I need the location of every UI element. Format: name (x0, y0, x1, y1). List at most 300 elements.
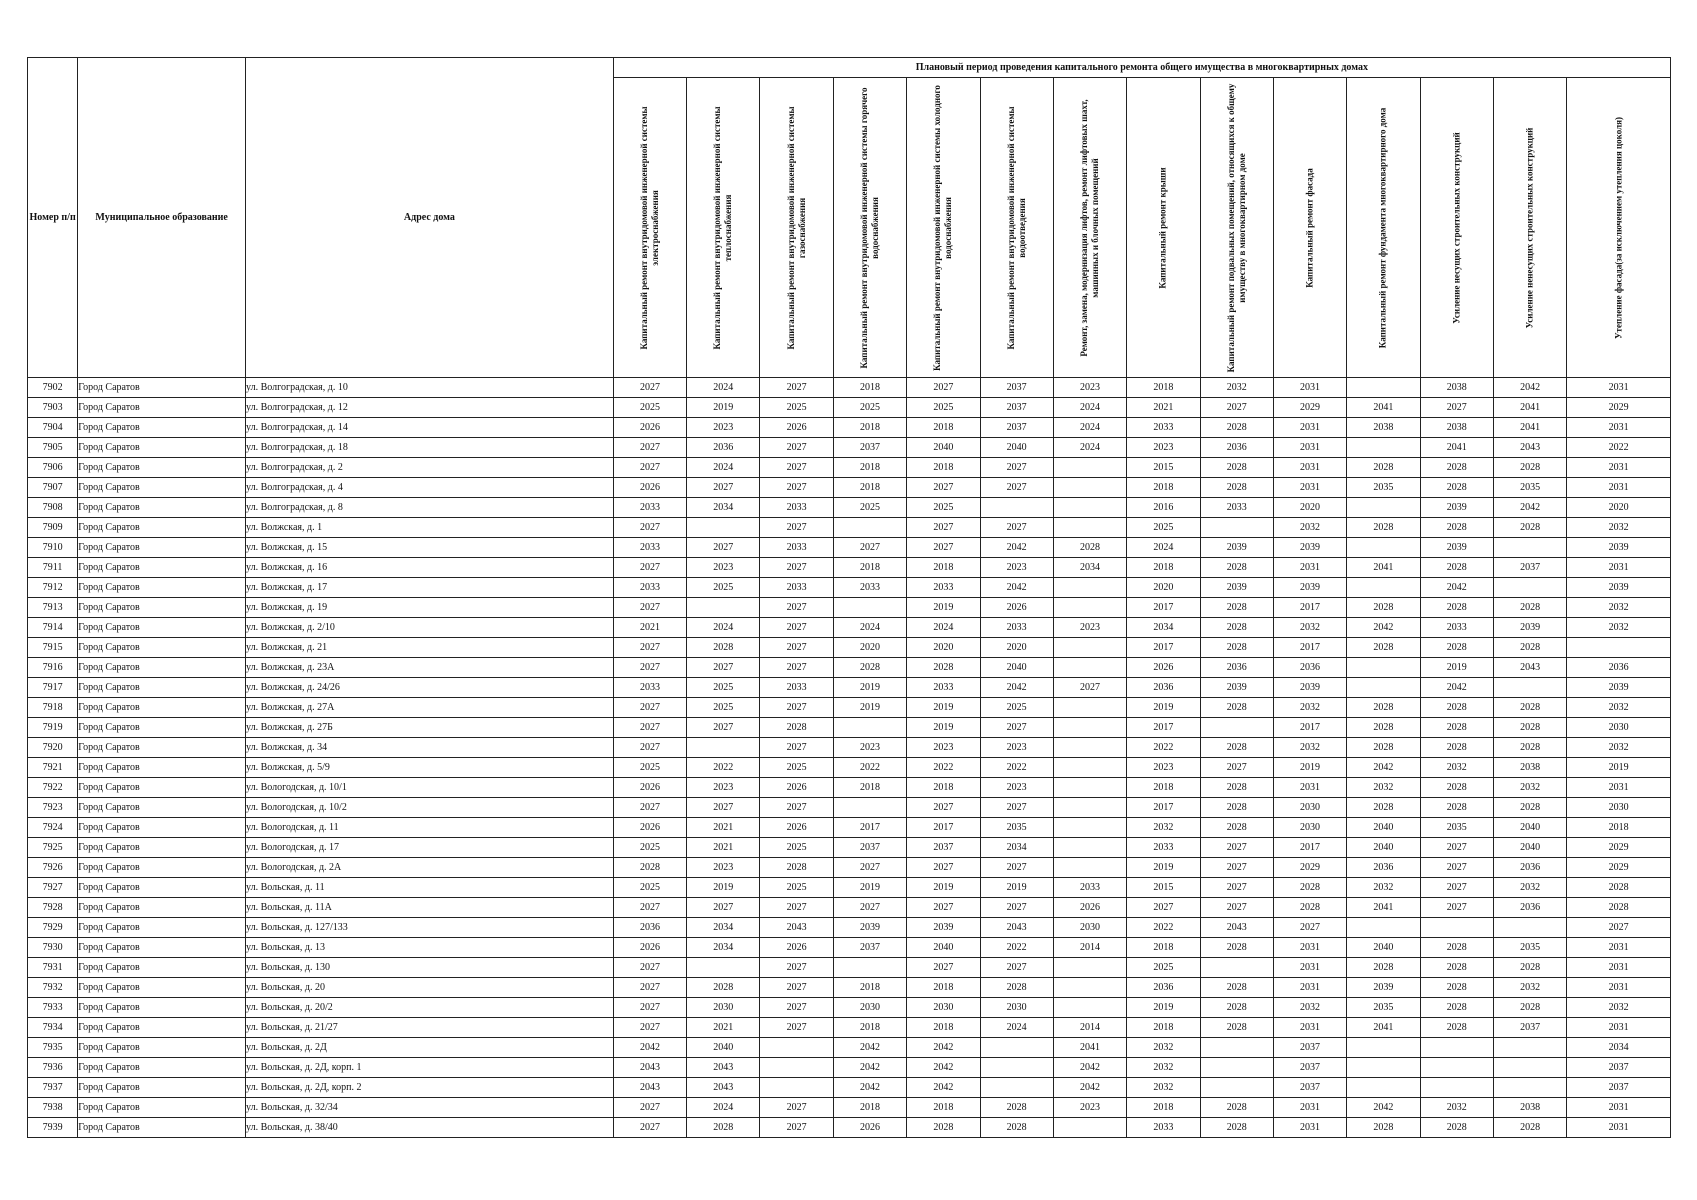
row-year-cell: 2027 (1053, 678, 1126, 698)
row-municipality: Город Саратов (78, 898, 246, 918)
row-year-cell (1493, 1058, 1566, 1078)
row-year-cell (1347, 1038, 1420, 1058)
header-work-type-label: Капитальный ремонт внутридомовой инженерной системы газоснабжения (785, 105, 807, 350)
row-year-cell: 2041 (1347, 898, 1420, 918)
row-year-cell: 2027 (1420, 898, 1493, 918)
row-year-cell: 2023 (1053, 378, 1126, 398)
row-year-cell: 2027 (907, 518, 980, 538)
row-year-cell: 2030 (1567, 718, 1671, 738)
table-body (28, 378, 1671, 1138)
row-year-cell (1420, 1038, 1493, 1058)
row-year-cell: 2028 (1493, 458, 1566, 478)
row-year-cell: 2014 (1053, 1018, 1126, 1038)
row-municipality: Город Саратов (78, 1018, 246, 1038)
row-year-cell: 2028 (1493, 638, 1566, 658)
row-year-cell: 2028 (1200, 698, 1273, 718)
row-year-cell: 2031 (1273, 1118, 1346, 1138)
row-year-cell: 2042 (980, 678, 1053, 698)
row-year-cell: 2027 (760, 1118, 833, 1138)
row-year-cell: 2042 (833, 1058, 906, 1078)
row-year-cell (1420, 1078, 1493, 1098)
row-year-cell: 2042 (1420, 678, 1493, 698)
row-year-cell: 2023 (980, 738, 1053, 758)
row-year-cell (760, 1058, 833, 1078)
table-row (28, 818, 1671, 838)
row-year-cell: 2026 (613, 778, 686, 798)
header-work-type-label: Утепление фасада(за исключением утепления цоколя) (1613, 116, 1624, 339)
row-municipality: Город Саратов (78, 1078, 246, 1098)
row-year-cell: 2040 (1347, 818, 1420, 838)
row-year-cell: 2018 (907, 1098, 980, 1118)
row-year-cell: 2027 (760, 958, 833, 978)
row-number: 7911 (28, 558, 78, 578)
row-year-cell: 2027 (760, 738, 833, 758)
row-year-cell: 2039 (1200, 678, 1273, 698)
row-year-cell: 2018 (833, 778, 906, 798)
row-year-cell: 2025 (687, 578, 760, 598)
row-year-cell (1053, 658, 1126, 678)
table-row (28, 658, 1671, 678)
table-row (28, 798, 1671, 818)
row-year-cell: 2028 (1420, 778, 1493, 798)
row-year-cell: 2027 (760, 558, 833, 578)
row-year-cell: 2027 (760, 998, 833, 1018)
table-row (28, 498, 1671, 518)
row-address: ул. Вологодская, д. 11 (246, 818, 614, 838)
row-year-cell (1493, 578, 1566, 598)
row-year-cell: 2031 (1567, 958, 1671, 978)
row-year-cell: 2028 (1420, 698, 1493, 718)
row-year-cell: 2021 (687, 838, 760, 858)
row-year-cell: 2028 (1347, 958, 1420, 978)
row-year-cell: 2027 (760, 518, 833, 538)
table-header (28, 58, 1671, 378)
row-year-cell: 2031 (1273, 558, 1346, 578)
row-year-cell: 2018 (1127, 778, 1200, 798)
row-year-cell: 2035 (1347, 478, 1420, 498)
row-year-cell: 2022 (980, 938, 1053, 958)
row-year-cell: 2030 (1273, 798, 1346, 818)
row-number: 7912 (28, 578, 78, 598)
row-year-cell: 2028 (1420, 938, 1493, 958)
row-address: ул. Вологодская, д. 10/1 (246, 778, 614, 798)
row-year-cell: 2027 (613, 898, 686, 918)
row-year-cell: 2023 (687, 558, 760, 578)
row-year-cell: 2018 (907, 778, 980, 798)
header-work-type (833, 78, 906, 378)
row-year-cell: 2036 (1493, 858, 1566, 878)
header-work-type-label: Капитальный ремонт внутридомовой инженерной системы теплоснабжения (712, 105, 734, 350)
row-year-cell: 2024 (687, 618, 760, 638)
row-year-cell (1493, 1078, 1566, 1098)
row-year-cell: 2027 (1200, 398, 1273, 418)
row-year-cell: 2027 (833, 538, 906, 558)
row-address: ул. Вологодская, д. 17 (246, 838, 614, 858)
table-row (28, 958, 1671, 978)
header-work-type-label: Усиление ненесущих строительных конструкций (1524, 127, 1535, 328)
table-row (28, 378, 1671, 398)
row-year-cell: 2037 (980, 398, 1053, 418)
row-year-cell: 2019 (833, 678, 906, 698)
row-year-cell: 2023 (907, 738, 980, 758)
row-year-cell: 2027 (613, 1098, 686, 1118)
table-row (28, 878, 1671, 898)
row-year-cell: 2025 (907, 398, 980, 418)
row-year-cell: 2028 (1200, 798, 1273, 818)
row-year-cell: 2019 (687, 878, 760, 898)
row-municipality: Город Саратов (78, 818, 246, 838)
row-year-cell: 2028 (1420, 718, 1493, 738)
row-year-cell: 2034 (687, 498, 760, 518)
row-year-cell: 2043 (980, 918, 1053, 938)
table-row (28, 938, 1671, 958)
row-year-cell (1053, 798, 1126, 818)
row-address: ул. Волжская, д. 23А (246, 658, 614, 678)
row-year-cell: 2027 (980, 458, 1053, 478)
row-year-cell: 2028 (1200, 478, 1273, 498)
row-year-cell: 2025 (613, 398, 686, 418)
row-address: ул. Волжская, д. 2/10 (246, 618, 614, 638)
row-year-cell (1200, 1078, 1273, 1098)
row-year-cell: 2028 (1493, 998, 1566, 1018)
row-year-cell: 2035 (980, 818, 1053, 838)
row-number: 7906 (28, 458, 78, 478)
row-year-cell: 2027 (907, 958, 980, 978)
row-year-cell: 2039 (1567, 538, 1671, 558)
header-work-type (907, 78, 980, 378)
row-year-cell: 2032 (1567, 998, 1671, 1018)
row-year-cell: 2027 (1420, 878, 1493, 898)
row-year-cell: 2025 (1127, 958, 1200, 978)
row-year-cell: 2019 (1127, 858, 1200, 878)
row-year-cell: 2031 (1567, 558, 1671, 578)
row-year-cell: 2027 (613, 558, 686, 578)
row-address: ул. Вольская, д. 21/27 (246, 1018, 614, 1038)
row-year-cell: 2037 (1567, 1078, 1671, 1098)
row-year-cell: 2028 (1420, 1018, 1493, 1038)
row-year-cell: 2027 (760, 978, 833, 998)
row-year-cell: 2026 (613, 818, 686, 838)
row-year-cell: 2022 (1567, 438, 1671, 458)
table-row (28, 1118, 1671, 1138)
row-address: ул. Вольская, д. 38/40 (246, 1118, 614, 1138)
row-year-cell: 2027 (760, 478, 833, 498)
row-year-cell: 2018 (907, 558, 980, 578)
row-year-cell: 2024 (980, 1018, 1053, 1038)
row-year-cell: 2024 (687, 1098, 760, 1118)
row-year-cell: 2040 (687, 1038, 760, 1058)
row-year-cell: 2025 (687, 698, 760, 718)
table-row (28, 618, 1671, 638)
row-year-cell: 2028 (1347, 698, 1420, 718)
row-year-cell: 2027 (980, 898, 1053, 918)
row-number: 7928 (28, 898, 78, 918)
row-year-cell: 2031 (1273, 458, 1346, 478)
row-year-cell: 2030 (833, 998, 906, 1018)
row-year-cell: 2032 (1127, 1058, 1200, 1078)
row-year-cell: 2022 (1127, 738, 1200, 758)
table-row (28, 698, 1671, 718)
row-year-cell: 2027 (760, 898, 833, 918)
row-year-cell: 2027 (1420, 398, 1493, 418)
row-year-cell: 2027 (613, 998, 686, 1018)
row-year-cell: 2019 (1420, 658, 1493, 678)
row-year-cell: 2027 (907, 378, 980, 398)
row-year-cell: 2019 (907, 878, 980, 898)
table-row (28, 778, 1671, 798)
row-year-cell: 2028 (1200, 818, 1273, 838)
row-year-cell: 2016 (1127, 498, 1200, 518)
row-year-cell: 2015 (1127, 878, 1200, 898)
row-municipality: Город Саратов (78, 538, 246, 558)
header-address: Адрес дома (246, 58, 614, 378)
row-year-cell: 2031 (1273, 958, 1346, 978)
row-year-cell: 2019 (1567, 758, 1671, 778)
row-year-cell: 2026 (1053, 898, 1126, 918)
row-year-cell: 2027 (760, 1018, 833, 1038)
table-row (28, 1058, 1671, 1078)
row-year-cell: 2042 (833, 1078, 906, 1098)
row-number: 7919 (28, 718, 78, 738)
row-year-cell: 2028 (833, 658, 906, 678)
row-year-cell: 2036 (1127, 978, 1200, 998)
row-year-cell: 2017 (1127, 638, 1200, 658)
row-year-cell: 2042 (1347, 758, 1420, 778)
row-year-cell: 2039 (907, 918, 980, 938)
row-municipality: Город Саратов (78, 698, 246, 718)
row-year-cell: 2026 (1127, 658, 1200, 678)
row-address: ул. Вольская, д. 11 (246, 878, 614, 898)
row-municipality: Город Саратов (78, 498, 246, 518)
row-year-cell: 2018 (907, 458, 980, 478)
row-year-cell: 2032 (1273, 698, 1346, 718)
row-year-cell: 2017 (1273, 598, 1346, 618)
row-year-cell: 2031 (1567, 418, 1671, 438)
row-address: ул. Вольская, д. 13 (246, 938, 614, 958)
row-year-cell: 2026 (760, 418, 833, 438)
header-work-type-label: Капитальный ремонт внутридомовой инженерной системы холодного водоснабжения (932, 84, 954, 371)
row-year-cell: 2032 (1200, 378, 1273, 398)
row-year-cell (1347, 678, 1420, 698)
row-year-cell: 2028 (980, 1098, 1053, 1118)
row-year-cell: 2040 (1347, 938, 1420, 958)
row-year-cell: 2027 (1420, 858, 1493, 878)
row-year-cell: 2037 (833, 938, 906, 958)
row-year-cell (833, 598, 906, 618)
row-year-cell: 2028 (613, 858, 686, 878)
row-year-cell: 2034 (1053, 558, 1126, 578)
row-year-cell (687, 738, 760, 758)
table-row (28, 1038, 1671, 1058)
row-year-cell: 2031 (1567, 938, 1671, 958)
row-year-cell (1567, 638, 1671, 658)
row-year-cell: 2042 (907, 1058, 980, 1078)
table-row (28, 1018, 1671, 1038)
row-year-cell (833, 958, 906, 978)
row-year-cell: 2019 (833, 878, 906, 898)
row-year-cell (1053, 998, 1126, 1018)
row-year-cell: 2027 (687, 538, 760, 558)
row-year-cell (1200, 958, 1273, 978)
row-year-cell: 2036 (1200, 438, 1273, 458)
row-year-cell: 2028 (1347, 638, 1420, 658)
row-year-cell (1420, 918, 1493, 938)
row-year-cell: 2033 (1127, 838, 1200, 858)
table-row (28, 978, 1671, 998)
row-year-cell: 2032 (1273, 998, 1346, 1018)
row-year-cell: 2027 (687, 478, 760, 498)
row-year-cell (1347, 538, 1420, 558)
row-municipality: Город Саратов (78, 438, 246, 458)
row-year-cell: 2025 (1127, 518, 1200, 538)
row-number: 7925 (28, 838, 78, 858)
row-year-cell: 2024 (1053, 418, 1126, 438)
row-year-cell: 2039 (1567, 578, 1671, 598)
row-year-cell: 2038 (1420, 378, 1493, 398)
row-year-cell: 2036 (1127, 678, 1200, 698)
row-municipality: Город Саратов (78, 658, 246, 678)
row-year-cell: 2028 (1273, 878, 1346, 898)
row-year-cell (687, 958, 760, 978)
row-year-cell: 2019 (907, 718, 980, 738)
row-year-cell (1053, 598, 1126, 618)
row-year-cell: 2027 (907, 898, 980, 918)
row-year-cell: 2027 (760, 638, 833, 658)
row-year-cell (1347, 658, 1420, 678)
row-year-cell: 2023 (687, 418, 760, 438)
row-year-cell: 2043 (1493, 658, 1566, 678)
row-year-cell: 2033 (1200, 498, 1273, 518)
row-year-cell: 2028 (1200, 738, 1273, 758)
row-year-cell: 2027 (833, 898, 906, 918)
row-year-cell (1347, 378, 1420, 398)
row-number: 7931 (28, 958, 78, 978)
row-year-cell: 2028 (1200, 978, 1273, 998)
table-row (28, 718, 1671, 738)
row-number: 7938 (28, 1098, 78, 1118)
row-address: ул. Вологодская, д. 2А (246, 858, 614, 878)
row-address: ул. Вольская, д. 127/133 (246, 918, 614, 938)
row-year-cell: 2037 (1273, 1078, 1346, 1098)
row-year-cell: 2027 (980, 858, 1053, 878)
row-year-cell: 2039 (1200, 538, 1273, 558)
row-year-cell: 2041 (1493, 398, 1566, 418)
row-address: ул. Волжская, д. 24/26 (246, 678, 614, 698)
row-address: ул. Вольская, д. 11А (246, 898, 614, 918)
row-year-cell (980, 1058, 1053, 1078)
row-year-cell (1493, 918, 1566, 938)
row-year-cell: 2028 (687, 978, 760, 998)
row-address: ул. Волгоградская, д. 2 (246, 458, 614, 478)
row-year-cell: 2019 (833, 698, 906, 718)
row-year-cell (1053, 578, 1126, 598)
row-year-cell: 2040 (980, 658, 1053, 678)
row-year-cell: 2018 (833, 378, 906, 398)
row-year-cell: 2027 (1200, 838, 1273, 858)
row-year-cell: 2021 (687, 1018, 760, 1038)
row-year-cell: 2032 (1273, 518, 1346, 538)
row-year-cell: 2018 (1127, 558, 1200, 578)
row-year-cell: 2028 (1493, 958, 1566, 978)
row-year-cell: 2025 (907, 498, 980, 518)
row-year-cell: 2028 (1493, 698, 1566, 718)
row-year-cell: 2028 (1347, 1118, 1420, 1138)
row-year-cell: 2027 (1273, 918, 1346, 938)
row-year-cell: 2026 (760, 818, 833, 838)
row-address: ул. Волгоградская, д. 18 (246, 438, 614, 458)
row-number: 7907 (28, 478, 78, 498)
row-number: 7921 (28, 758, 78, 778)
row-year-cell: 2032 (1420, 758, 1493, 778)
row-year-cell: 2025 (760, 838, 833, 858)
row-municipality: Город Саратов (78, 858, 246, 878)
header-work-type (1127, 78, 1200, 378)
row-year-cell: 2031 (1273, 378, 1346, 398)
row-number: 7929 (28, 918, 78, 938)
row-year-cell: 2026 (980, 598, 1053, 618)
row-municipality: Город Саратов (78, 1118, 246, 1138)
row-year-cell: 2042 (1053, 1058, 1126, 1078)
row-year-cell: 2028 (1420, 798, 1493, 818)
row-year-cell: 2033 (613, 498, 686, 518)
row-year-cell: 2022 (833, 758, 906, 778)
row-year-cell: 2028 (1200, 1018, 1273, 1038)
row-year-cell: 2031 (1273, 978, 1346, 998)
capital-repair-schedule-table (27, 57, 1671, 1138)
header-work-type (760, 78, 833, 378)
row-year-cell: 2027 (760, 798, 833, 818)
row-year-cell: 2030 (907, 998, 980, 1018)
row-municipality: Город Саратов (78, 618, 246, 638)
row-year-cell (1053, 518, 1126, 538)
row-year-cell: 2042 (980, 578, 1053, 598)
header-work-type-label: Капитальный ремонт внутридомовой инженерной системы электроснабжения (638, 105, 660, 350)
row-year-cell (1493, 678, 1566, 698)
row-year-cell (1053, 818, 1126, 838)
row-year-cell: 2028 (1493, 1118, 1566, 1138)
row-year-cell: 2037 (1493, 558, 1566, 578)
row-year-cell (1493, 538, 1566, 558)
row-year-cell: 2030 (1053, 918, 1126, 938)
row-year-cell: 2043 (760, 918, 833, 938)
row-year-cell: 2018 (1567, 818, 1671, 838)
row-year-cell: 2020 (907, 638, 980, 658)
row-year-cell: 2024 (687, 458, 760, 478)
row-number: 7935 (28, 1038, 78, 1058)
row-year-cell: 2027 (980, 798, 1053, 818)
row-number: 7917 (28, 678, 78, 698)
row-year-cell: 2022 (907, 758, 980, 778)
row-year-cell: 2027 (613, 638, 686, 658)
row-year-cell: 2027 (833, 858, 906, 878)
table-row (28, 738, 1671, 758)
row-number: 7916 (28, 658, 78, 678)
row-year-cell: 2025 (613, 878, 686, 898)
row-year-cell: 2018 (1127, 1018, 1200, 1038)
row-municipality: Город Саратов (78, 778, 246, 798)
row-year-cell: 2028 (1420, 958, 1493, 978)
row-year-cell: 2035 (1493, 478, 1566, 498)
row-year-cell: 2026 (613, 418, 686, 438)
row-year-cell: 2031 (1567, 1098, 1671, 1118)
row-year-cell: 2033 (907, 678, 980, 698)
row-address: ул. Волжская, д. 21 (246, 638, 614, 658)
row-year-cell: 2042 (907, 1078, 980, 1098)
row-number: 7939 (28, 1118, 78, 1138)
row-year-cell: 2028 (1200, 418, 1273, 438)
row-year-cell: 2027 (613, 698, 686, 718)
row-year-cell (1347, 1058, 1420, 1078)
